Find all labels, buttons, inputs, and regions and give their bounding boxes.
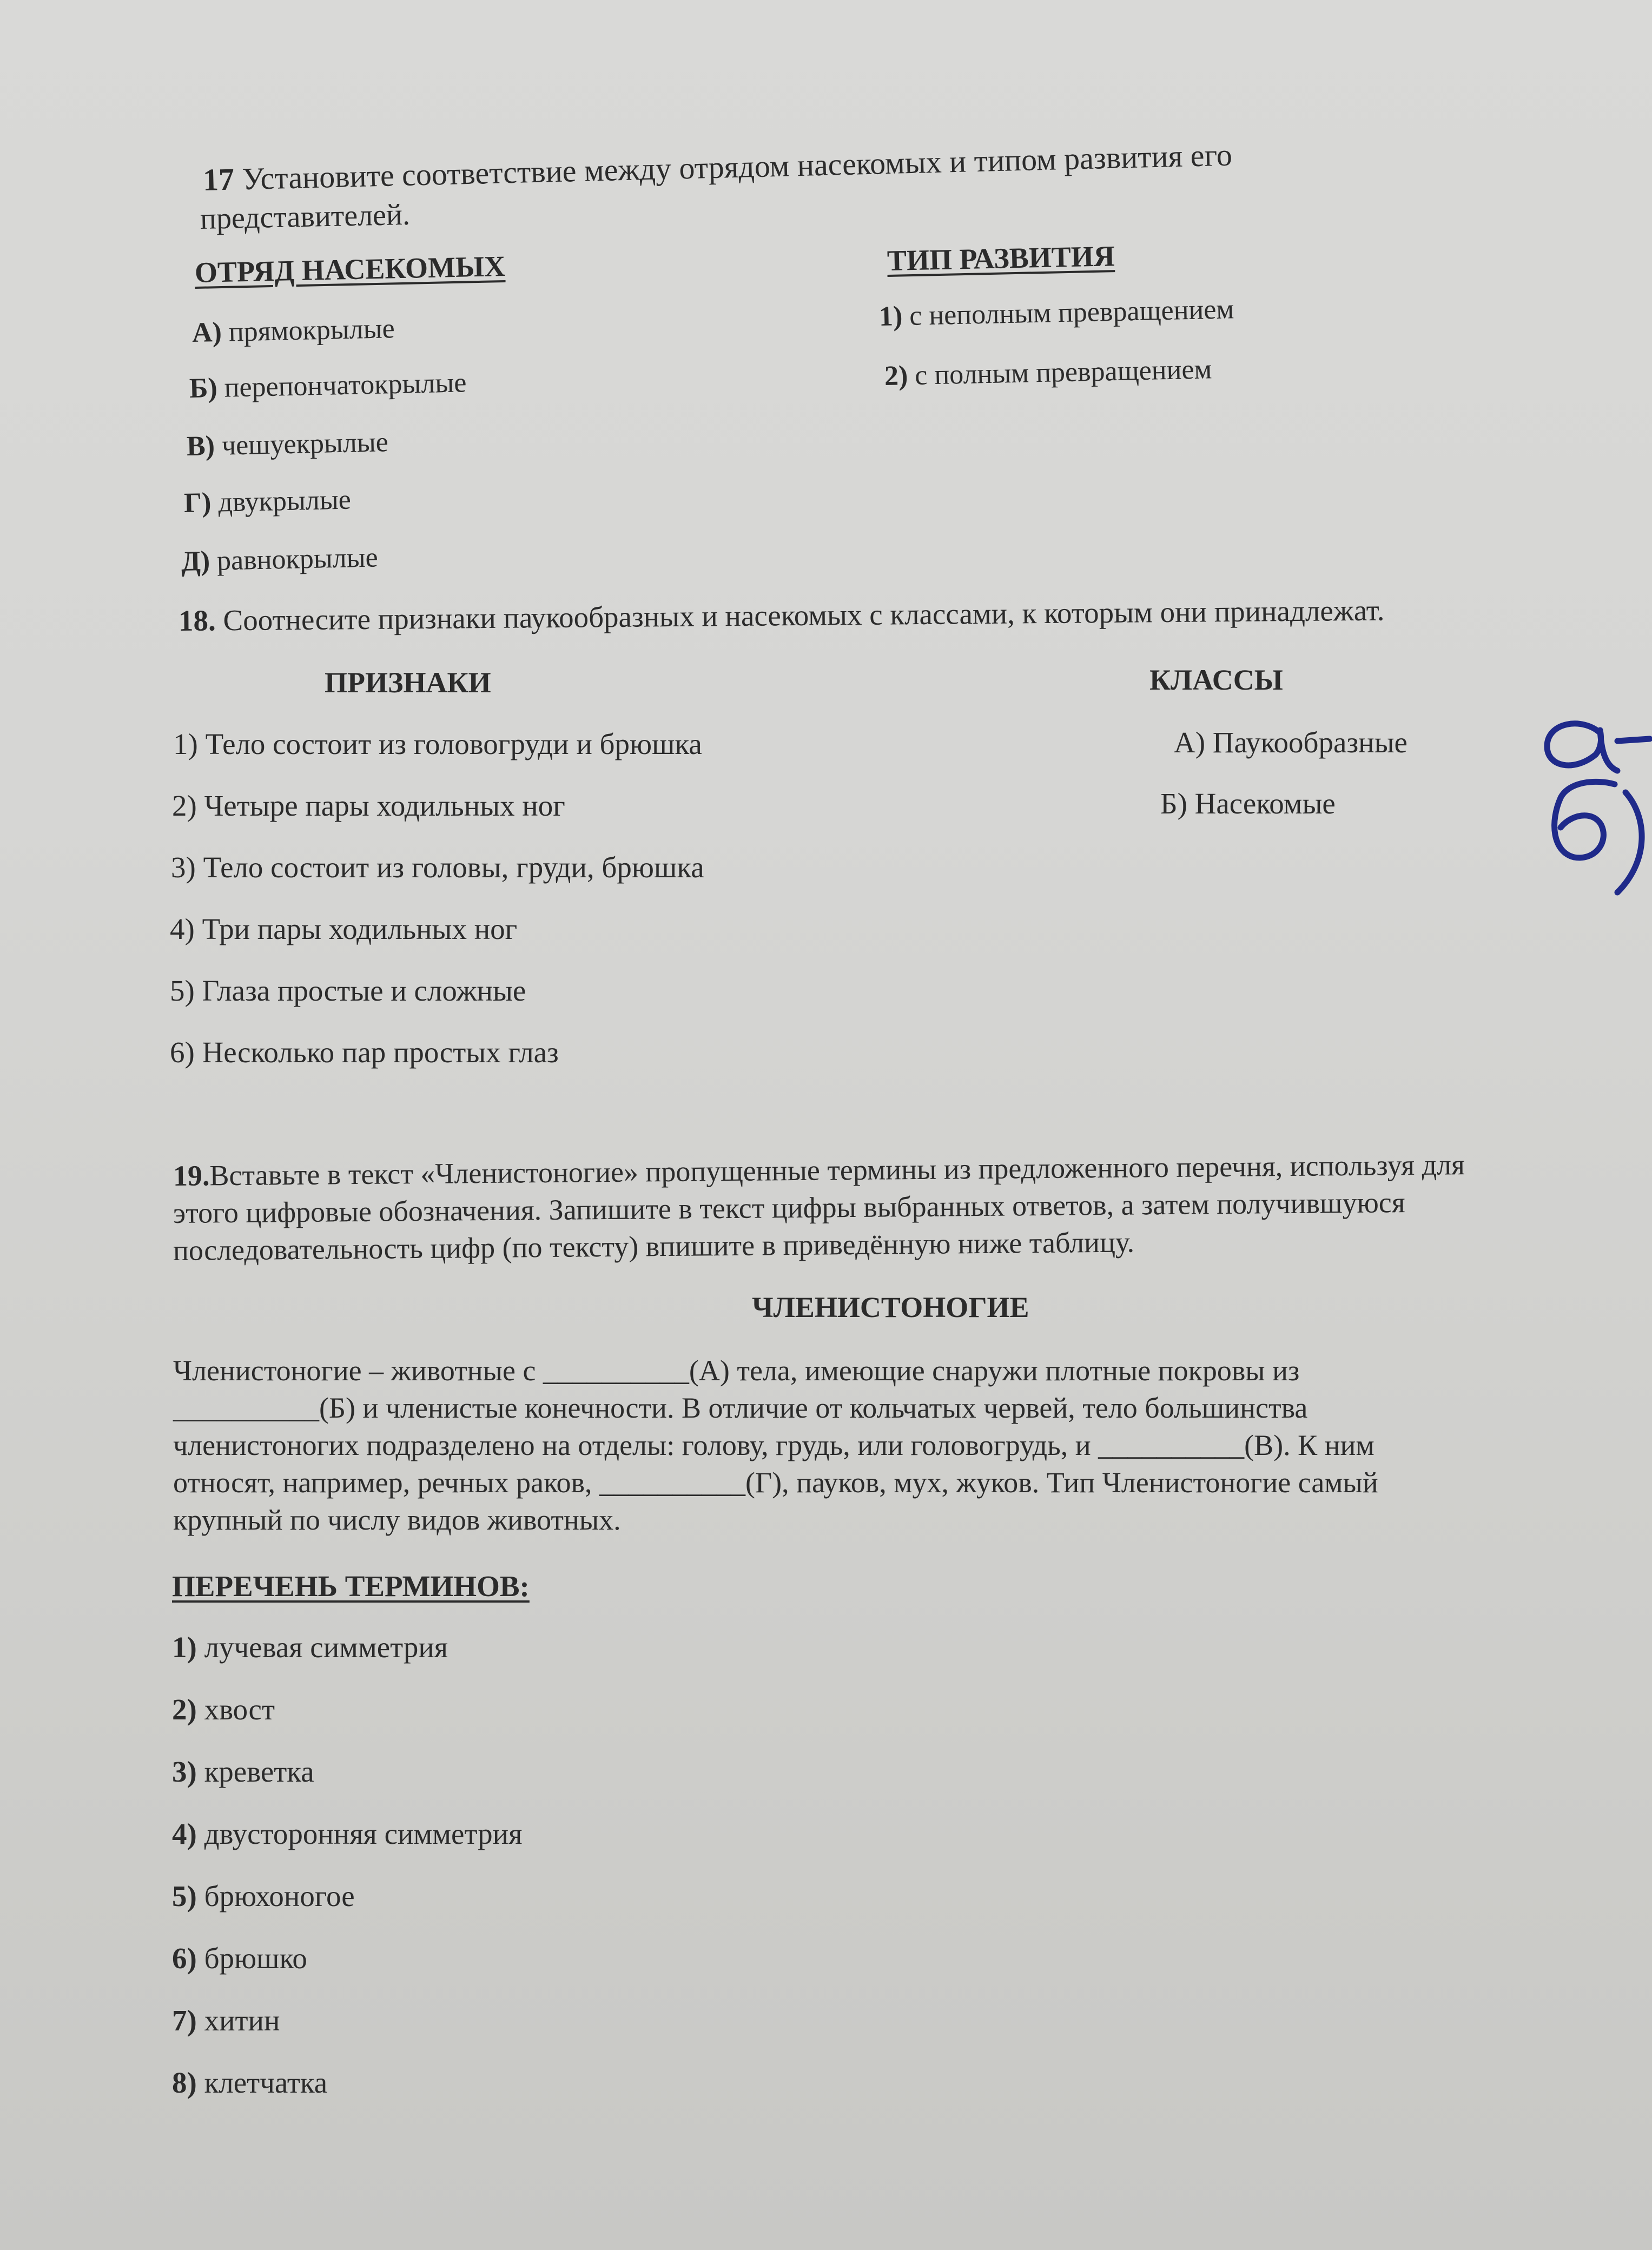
q19-term-key: 1) bbox=[172, 1631, 197, 1664]
q17-right-item bbox=[884, 353, 1212, 393]
q19-term bbox=[172, 1692, 275, 1728]
q17-text-line2: представителей. bbox=[200, 197, 411, 236]
q17-left-item-key: Г) bbox=[183, 487, 212, 519]
q17-left-item-key: А) bbox=[191, 316, 222, 348]
q17-left-item-key: В) bbox=[186, 430, 215, 462]
handwriting-svg bbox=[1536, 703, 1652, 903]
q19-term-key: 3) bbox=[172, 1755, 197, 1788]
q17-right-item-key: 2) bbox=[884, 360, 908, 392]
q17-left-item-text: перепончатокрылые bbox=[224, 367, 467, 403]
q19-term bbox=[172, 1630, 448, 1665]
q17-left-item-text: равнокрылые bbox=[216, 542, 379, 577]
q19-term-key: 2) bbox=[172, 1693, 197, 1726]
q19-term-text: хвост bbox=[204, 1693, 275, 1726]
q18-feature: 1) Тело состоит из головогруди и брюшка bbox=[173, 727, 702, 760]
q17-right-item-text: с неполным превращением bbox=[909, 294, 1234, 332]
q19-paragraph-line: крупный по числу видов животных. bbox=[173, 1504, 621, 1536]
q17-right-header: ТИП РАЗВИТИЯ bbox=[887, 240, 1115, 277]
q19-paragraph-line: __________(Б) и членистые конечности. В отличие от кольчатых червей, тело большинства bbox=[173, 1392, 1308, 1424]
q19-term-key: 6) bbox=[172, 1942, 197, 1975]
handwritten-note bbox=[1536, 703, 1652, 906]
q17-left-item-text: прямокрылые bbox=[228, 313, 395, 348]
q19-term-key: 7) bbox=[172, 2004, 197, 2037]
q19-paragraph-line: членистоногих подразделено на отделы: голову, грудь, или головогрудь, и __________(В). К ним bbox=[173, 1429, 1375, 1461]
q19-intro-line: этого цифровые обозначения. Запишите в текст цифры выбранных ответов, а затем получившуюся bbox=[173, 1186, 1405, 1229]
q19-term-key: 5) bbox=[172, 1880, 197, 1912]
q19-number: 19. bbox=[173, 1159, 210, 1192]
q17-text-line1: Установите соответствие между отрядом насекомых и типом развития его bbox=[241, 137, 1233, 197]
q19-term bbox=[172, 1754, 314, 1790]
q17-left-item-text: чешуекрылые bbox=[221, 427, 389, 461]
q18-feature: 3) Тело состоит из головы, груди, брюшка bbox=[171, 851, 704, 884]
q17-right-item-text: с полным превращением bbox=[914, 354, 1212, 391]
q19-term-text: брюшко bbox=[204, 1942, 307, 1975]
q17-line1 bbox=[202, 136, 1232, 199]
q19-intro-line: последовательность цифр (по тексту) впишите в приведённую ниже таблицу. bbox=[173, 1226, 1135, 1267]
q18-left-header: ПРИЗНАКИ bbox=[325, 666, 491, 699]
q19-term bbox=[172, 1878, 355, 1914]
q19-term bbox=[172, 2003, 280, 2039]
q19-term-text: брюхоногое bbox=[204, 1880, 355, 1912]
q17-left-item-key: Б) bbox=[189, 372, 218, 404]
q17-left-item bbox=[189, 366, 467, 406]
q19-intro-text: Вставьте в текст «Членистоногие» пропущенные термины из предложенного перечня, используя для bbox=[209, 1148, 1465, 1192]
q19-term-key: 8) bbox=[172, 2066, 197, 2099]
q19-title: ЧЛЕНИСТОНОГИЕ bbox=[752, 1291, 1029, 1323]
q19-term bbox=[172, 1941, 307, 1976]
q19-term bbox=[172, 2065, 327, 2101]
q18-feature: 2) Четыре пары ходильных ног bbox=[172, 789, 565, 822]
q19-term-text: креветка bbox=[204, 1755, 314, 1788]
q17-left-item bbox=[186, 426, 388, 464]
q19-term-text: клетчатка bbox=[204, 2066, 328, 2099]
q19-terms-header: ПЕРЕЧЕНЬ ТЕРМИНОВ: bbox=[172, 1570, 530, 1603]
q19-term-key: 4) bbox=[172, 1817, 197, 1850]
q18-class: А) Паукообразные bbox=[1174, 726, 1407, 759]
q18-feature: 5) Глаза простые и сложные bbox=[170, 974, 526, 1007]
q18-line bbox=[179, 593, 1385, 639]
q18-feature: 4) Три пары ходильных ног bbox=[170, 912, 518, 945]
q19-term-text: хитин bbox=[204, 2004, 280, 2037]
q17-left-item bbox=[183, 484, 351, 521]
q18-text: Соотнесите признаки паукообразных и насекомых с классами, к которым они принадлежат. bbox=[223, 593, 1385, 637]
q19-term-text: двусторонняя симметрия bbox=[204, 1817, 523, 1850]
q18-right-header: КЛАССЫ bbox=[1149, 664, 1283, 696]
q17-left-item-key: Д) bbox=[181, 545, 210, 577]
q17-right-item bbox=[878, 293, 1234, 334]
q17-left-item bbox=[181, 541, 378, 579]
q19-term-text: лучевая симметрия bbox=[204, 1631, 448, 1664]
q19-paragraph-line: относят, например, речных раков, __________(Г), пауков, мух, жуков. Тип Членистоногие самый bbox=[173, 1466, 1378, 1499]
q17-number: 17 bbox=[202, 161, 235, 197]
q17-left-item bbox=[191, 312, 395, 350]
q18-number: 18. bbox=[178, 604, 216, 637]
q19-paragraph-line: Членистоногие – животные с __________(А) тела, имеющие снаружи плотные покровы из bbox=[173, 1354, 1300, 1387]
q17-right-item-key: 1) bbox=[878, 301, 903, 332]
q18-feature: 6) Несколько пар простых глаз bbox=[170, 1036, 559, 1069]
q18-class: Б) Насекомые bbox=[1160, 787, 1336, 820]
q17-left-item-text: двукрылые bbox=[217, 484, 352, 518]
q19-term bbox=[172, 1816, 522, 1852]
q17-left-header: ОТРЯД НАСЕКОМЫХ bbox=[194, 249, 506, 289]
